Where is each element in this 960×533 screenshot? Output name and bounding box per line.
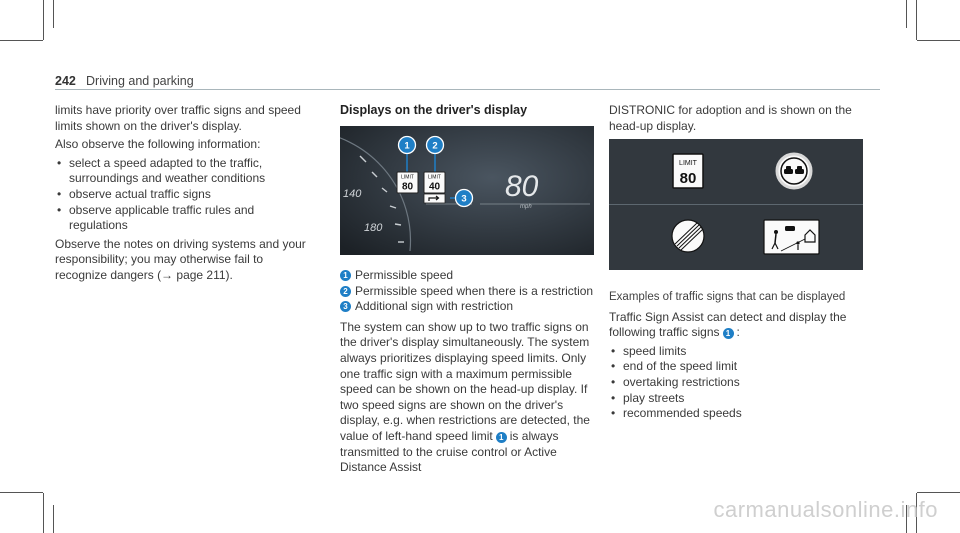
column-3-body — [609, 290, 871, 425]
speed-limit-sign-2 — [424, 172, 445, 193]
callout-number: 1 — [404, 140, 410, 152]
paragraph — [609, 310, 871, 341]
crop-mark — [916, 0, 917, 40]
column-2 — [340, 103, 596, 129]
crop-mark — [906, 0, 907, 28]
callout-1 — [399, 137, 416, 154]
sign-value: 80 — [679, 170, 697, 187]
crop-mark — [0, 492, 43, 493]
list-item: • observe applicable traffic rules and regulations — [55, 203, 313, 234]
legend-number: 3 — [340, 301, 351, 312]
list-item: • overtaking restrictions — [609, 375, 871, 391]
crop-mark — [53, 0, 54, 28]
figure-caption: Examples of traffic signs that can be displayed — [609, 291, 846, 303]
list-item: • recommended speeds — [609, 406, 871, 422]
header-rule — [55, 89, 880, 90]
crop-mark — [43, 0, 44, 40]
legend-item — [340, 299, 596, 315]
callout-2 — [427, 137, 444, 154]
column-2-body — [340, 268, 596, 479]
callout-3 — [456, 190, 473, 207]
legend-number: 2 — [340, 286, 351, 297]
bullet-list — [55, 156, 313, 234]
legend-text: Additional sign with restriction — [355, 299, 514, 314]
list-item: • end of the speed limit — [609, 359, 871, 375]
speed-readout: 80 — [505, 170, 539, 203]
legend-number: 1 — [340, 270, 351, 281]
paragraph-text: The system can show up to two traffic signs on the driver's display simultaneously. The system always prioritizes displaying speed limits. Only one traffic sign with a maximum permissible speed can be shown on the head-up display. If two speed signs are shown on the driver's display, e.g. when restrictions are detected, the value of — [340, 319, 590, 443]
bullet-list — [609, 344, 871, 422]
paragraph: Observe the notes on driving systems and your responsibility; you may otherwise fail to recognize dangers (→ page 211). — [55, 236, 306, 282]
crop-mark — [0, 40, 43, 41]
end-of-limit-sign — [672, 220, 704, 252]
sign-value: 40 — [428, 181, 441, 193]
additional-sign — [424, 194, 445, 203]
paragraph-text: : — [736, 325, 740, 340]
inline-callout-number: 1 — [496, 432, 507, 443]
play-street-sign — [764, 220, 819, 254]
crop-mark — [917, 492, 960, 493]
crop-mark — [917, 40, 960, 41]
paragraph-text: left-hand speed limit — [385, 428, 493, 443]
traffic-signs-illustration — [609, 139, 863, 270]
watermark: carmanualsonline.info — [713, 497, 938, 522]
list-item: • play streets — [609, 391, 871, 407]
crop-mark — [43, 493, 44, 533]
no-overtaking-sign — [777, 154, 811, 188]
driver-display-illustration — [340, 126, 594, 255]
column-3 — [609, 103, 871, 137]
callout-number: 3 — [461, 193, 467, 205]
inline-callout-number: 1 — [723, 328, 734, 339]
sign-value: 80 — [401, 181, 414, 193]
legend-item — [340, 268, 596, 284]
legend-text: Permissible speed — [355, 268, 454, 282]
speed-unit: mph — [520, 204, 532, 210]
callout-number: 2 — [432, 140, 438, 152]
sign-label: LIMIT — [679, 160, 697, 167]
speed-limit-sign-1 — [397, 172, 418, 193]
driver-display-figure — [340, 126, 594, 255]
traffic-signs-figure — [609, 139, 863, 270]
paragraph: DISTRONIC for adoption and is shown on the head-up display. — [609, 103, 852, 133]
list-item: • observe actual traffic signs — [55, 187, 313, 203]
paragraph — [340, 320, 596, 476]
legend-item — [340, 284, 596, 300]
paragraph-text: is always transmitted to the cruise control or Active Distance Assist — [340, 428, 559, 475]
crop-mark — [53, 505, 54, 533]
page-number: 242 — [55, 74, 76, 88]
section-title: Driving and parking — [86, 74, 194, 88]
paragraph-text: Traffic Sign Assist can detect and display the following traffic signs — [609, 309, 847, 340]
gauge-label: 180 — [364, 222, 383, 234]
speed-limit-sign — [673, 154, 703, 188]
section-heading: Displays on the driver's display — [340, 103, 528, 117]
list-item: • select a speed adapted to the traffic, surroundings and weather conditions — [55, 156, 313, 187]
gauge-label: 140 — [343, 188, 362, 200]
sign-label: LIMIT — [428, 174, 441, 181]
paragraph: Also observe the following information: — [55, 137, 261, 152]
list-item: • speed limits — [609, 344, 871, 360]
paragraph: limits have priority over traffic signs and speed limits shown on the driver's display. — [55, 103, 301, 133]
sign-label: LIMIT — [401, 174, 414, 181]
column-1 — [55, 103, 313, 287]
legend-text: Permissible speed when there is a restriction — [355, 283, 594, 298]
